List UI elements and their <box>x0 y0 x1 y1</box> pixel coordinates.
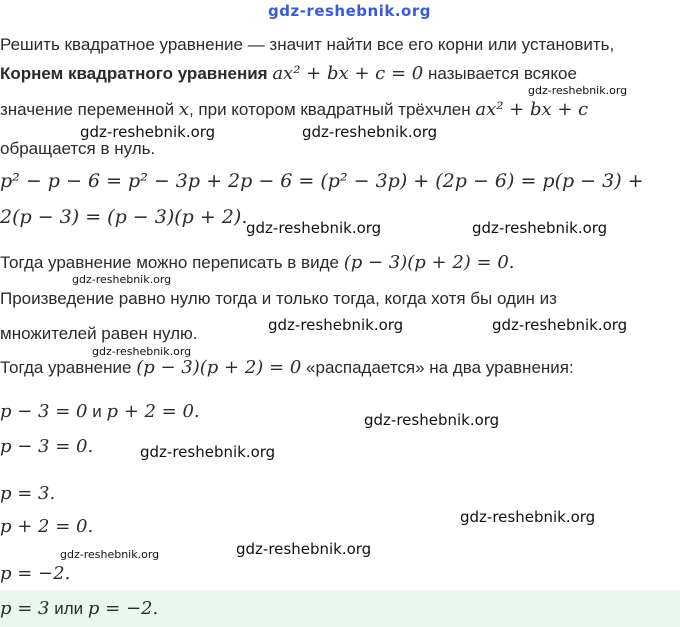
expansion-line-2: 2(p − 3) = (p − 3)(p + 2). <box>0 206 248 228</box>
watermark: gdz-reshebnik.org <box>72 273 172 286</box>
product-line-2: множителей равен нулю. <box>0 324 198 343</box>
intro-text: Решить квадратное уравнение — значит найти все его корни или установить, <box>0 35 615 54</box>
rewrite-formula: (p − 3)(p + 2) = 0. <box>343 252 515 273</box>
watermark: gdz-reshebnik.org <box>92 345 192 358</box>
answer-b: p = −2. <box>87 598 159 619</box>
answer-line <box>0 598 158 620</box>
definition-formula: ax² + bx + c = 0 <box>272 63 424 84</box>
answer-or: или <box>54 599 84 618</box>
watermark: gdz-reshebnik.org <box>364 411 500 429</box>
product-line-1: Произведение равно нулю тогда и только тогда, когда хотя бы один из <box>0 289 557 308</box>
watermark: gdz-reshebnik.org <box>492 316 628 334</box>
step-3: p + 2 = 0. <box>0 516 94 537</box>
step-4: p = −2. <box>0 563 71 584</box>
watermark-top: gdz-reshebnik.org <box>268 2 431 20</box>
watermark: gdz-reshebnik.org <box>302 123 438 141</box>
split-formula: (p − 3)(p + 2) = 0 <box>136 357 302 378</box>
watermark: gdz-reshebnik.org <box>528 84 628 97</box>
watermark: gdz-reshebnik.org <box>140 443 276 461</box>
definition-var: x <box>178 99 189 120</box>
split-text-b: «распадается» на два уравнения: <box>306 358 574 377</box>
equation-a: p − 3 = 0 <box>0 401 88 422</box>
equation-and: и <box>92 402 102 421</box>
definition-rest: называется всякое <box>427 64 577 83</box>
definition-line-3: обращается в нуль. <box>0 139 156 158</box>
watermark: gdz-reshebnik.org <box>236 540 372 558</box>
split-text-a: Тогда уравнение <box>0 358 132 377</box>
rewrite-text: Тогда уравнение можно переписать в виде <box>0 253 339 272</box>
two-equations <box>0 401 200 423</box>
watermark: gdz-reshebnik.org <box>60 548 160 561</box>
step-1: p − 3 = 0. <box>0 436 94 457</box>
watermark: gdz-reshebnik.org <box>268 316 404 334</box>
step-2: p = 3. <box>0 483 56 504</box>
watermark: gdz-reshebnik.org <box>460 508 596 526</box>
equation-b: p + 2 = 0. <box>106 401 200 422</box>
definition-bold: Корнем квадратного уравнения <box>0 64 268 83</box>
definition-poly: ax² + bx + c <box>475 99 589 120</box>
definition-line-1 <box>0 63 577 85</box>
definition-text-a: значение переменной <box>0 100 175 119</box>
split-line <box>0 357 574 379</box>
watermark: gdz-reshebnik.org <box>472 219 608 237</box>
watermark: gdz-reshebnik.org <box>80 123 216 141</box>
definition-line-2 <box>0 99 588 121</box>
definition-text-b: , при котором квадратный трёхчлен <box>188 100 471 119</box>
rewrite-line <box>0 252 515 274</box>
watermark: gdz-reshebnik.org <box>246 219 382 237</box>
expansion-line-1: p² − p − 6 = p² − 3p + 2p − 6 = (p² − 3p) + (2p − 6) = p(p − 3) + <box>0 170 644 192</box>
answer-a: p = 3 <box>0 598 50 619</box>
